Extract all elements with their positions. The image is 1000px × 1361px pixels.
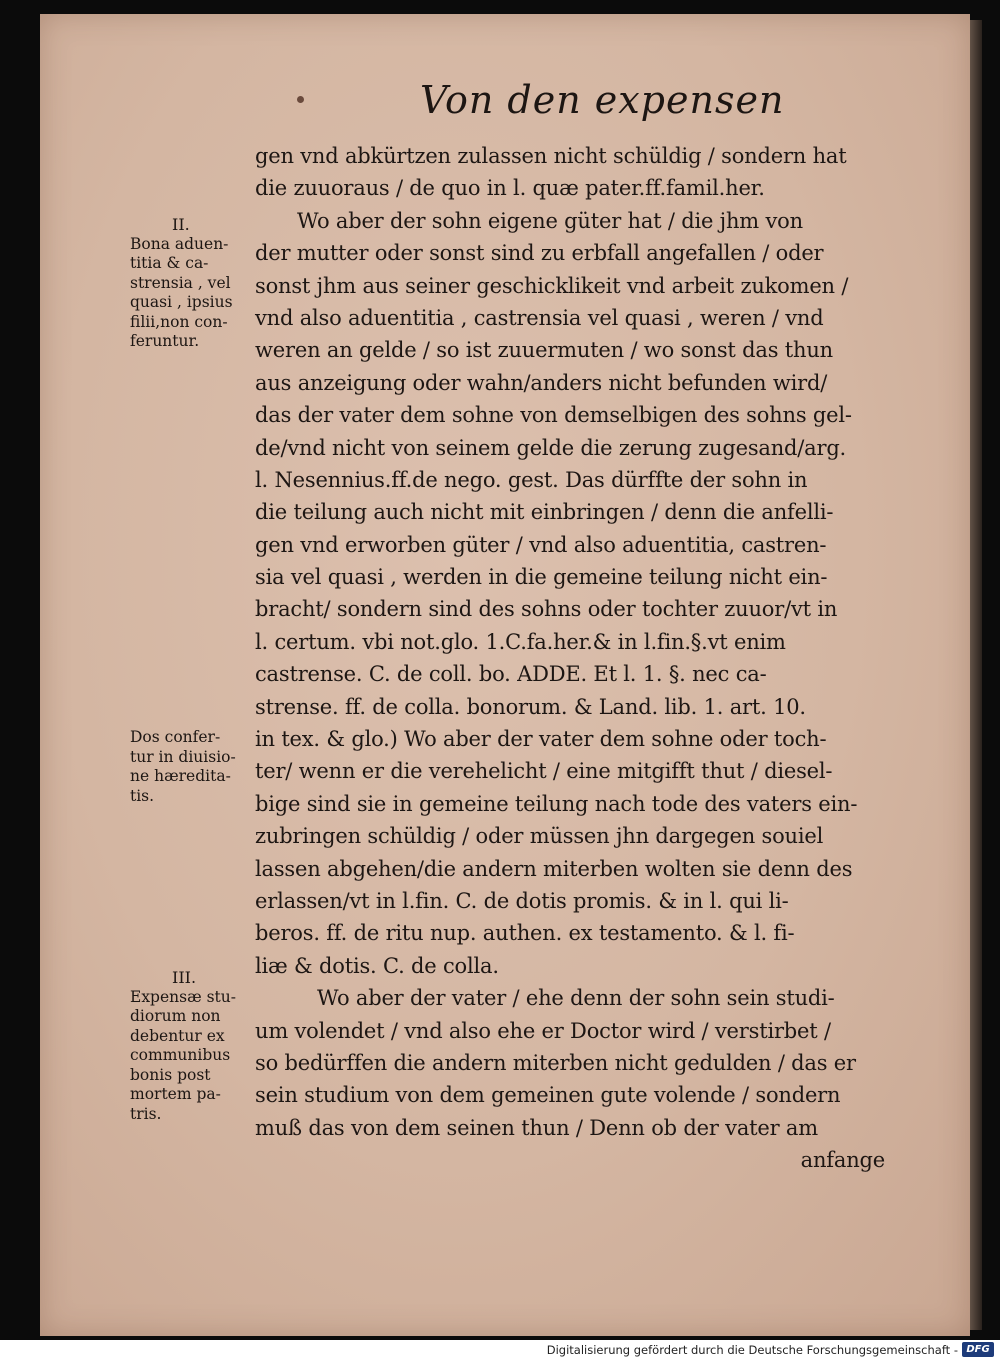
margin-note-line: tis. — [130, 786, 155, 805]
margin-note-line: feruntur. — [130, 332, 200, 350]
margin-note-line: titia & ca- — [130, 254, 209, 272]
margin-note-line: ne hæredita- — [130, 767, 231, 785]
text-line: liæ & dotis. C. de colla. — [255, 953, 499, 978]
text-line: gen vnd erworben güter / vnd also aduentitia, castren- — [255, 532, 827, 557]
text-line: die zuuoraus / de quo in l. quæ pater.ff.famil.her. — [255, 176, 765, 201]
margin-note-line: Dos confer- — [130, 728, 221, 746]
margin-note-line: communibus — [130, 1046, 231, 1064]
text-line: beros. ff. de ritu nup. authen. ex testamento. & l. fi- — [255, 921, 795, 946]
text-line: die teilung auch nicht mit einbringen / denn die anfelli- — [255, 500, 834, 525]
margin-note-line: strensia , vel — [130, 273, 231, 292]
margin-note-line: quasi , ipsius — [130, 293, 233, 311]
funding-credit: Digitalisierung gefördert durch die Deutsche Forschungsgemeinschaft - — [546, 1343, 958, 1357]
text-line: das der vater dem sohne von demselbigen des sohns gel- — [255, 403, 852, 428]
margin-note-ii — [130, 215, 252, 352]
text-line: sia vel quasi , werden in die gemeine teilung nicht ein- — [255, 565, 828, 590]
page-edge — [968, 20, 982, 1330]
text-line: bracht/ sondern sind des sohns oder tochter zuuor/vt in — [255, 597, 838, 622]
text-line: ter/ wenn er die verehelicht / eine mitgifft thut / diesel- — [255, 759, 833, 784]
text-line: sonst jhm aus seiner geschicklikeit vnd arbeit zukomen / — [255, 273, 849, 298]
text-line: vnd also aduentitia , castrensia vel quasi , weren / vnd — [255, 305, 824, 330]
margin-note-line: tris. — [130, 1104, 162, 1123]
margin-note-line: diorum non — [130, 1007, 221, 1025]
text-line: sein studium von dem gemeinen gute volende / sondern — [255, 1083, 841, 1108]
text-line: zubringen schüldig / oder müssen jhn dargegen souiel — [255, 824, 824, 849]
text-line: lassen abgehen/die andern miterben wolten sie denn des — [255, 856, 853, 881]
margin-note-iii — [130, 968, 252, 1124]
text-line: de/vnd nicht von seinem gelde die zerung zugesand/arg. — [255, 435, 847, 460]
text-line: l. certum. vbi not.glo. 1.C.fa.her.& in l.fin.§.vt enim — [255, 629, 786, 654]
text-line: l. Nesennius.ff.de nego. gest. Das dürffte der sohn in — [255, 467, 808, 492]
text-line: so bedürffen die andern miterben nicht gedulden / das er — [255, 1050, 856, 1075]
margin-note-line: Bona aduen- — [130, 234, 229, 253]
text-line: muß das von dem seinen thun / Denn ob der vater am — [255, 1115, 818, 1140]
text-line: in tex. & glo.) Wo aber der vater dem sohne oder toch- — [255, 727, 827, 752]
text-line: bige sind sie in gemeine teilung nach tode des vaters ein- — [255, 791, 858, 816]
footer-bar — [0, 1340, 1000, 1361]
margin-note-line: filii,non con- — [130, 312, 228, 331]
catchword: anfange — [800, 1148, 885, 1173]
margin-note-number: II. — [172, 215, 190, 234]
running-head: Von den expensen — [420, 78, 785, 122]
text-line: um volendet / vnd also ehe er Doctor wird / verstirbet / — [255, 1018, 831, 1043]
text-line: strense. ff. de colla. bonorum. & Land. lib. 1. art. 10. — [255, 694, 806, 719]
text-line: gen vnd abkürtzen zulassen nicht schüldig / sondern hat — [255, 144, 847, 168]
margin-note-dos — [130, 728, 252, 806]
text-line: Wo aber der sohn eigene güter hat / die jhm von — [297, 208, 803, 233]
ink-spot — [297, 96, 304, 103]
text-line: erlassen/vt in l.fin. C. de dotis promis. & in l. qui li- — [255, 888, 789, 913]
margin-note-number: III. — [172, 968, 197, 987]
text-line: aus anzeigung oder wahn/anders nicht befunden wird/ — [255, 370, 828, 395]
margin-note-line: mortem pa- — [130, 1085, 221, 1103]
margin-note-line: bonis post — [130, 1065, 211, 1084]
text-line: Wo aber der vater / ehe denn der sohn sein studi- — [317, 986, 835, 1011]
margin-note-line: debentur ex — [130, 1026, 225, 1045]
text-line: castrense. C. de coll. bo. ADDE. Et l. 1. §. nec ca- — [255, 662, 767, 687]
margin-note-line: tur in diuisio- — [130, 747, 236, 766]
text-line: weren an gelde / so ist zuuermuten / wo sonst das thun — [255, 338, 833, 363]
body-text — [255, 140, 885, 1177]
margin-note-line: Expensæ stu- — [130, 987, 236, 1006]
dfg-logo[interactable]: DFG — [962, 1342, 994, 1357]
text-line: der mutter oder sonst sind zu erbfall angefallen / oder — [255, 241, 824, 266]
